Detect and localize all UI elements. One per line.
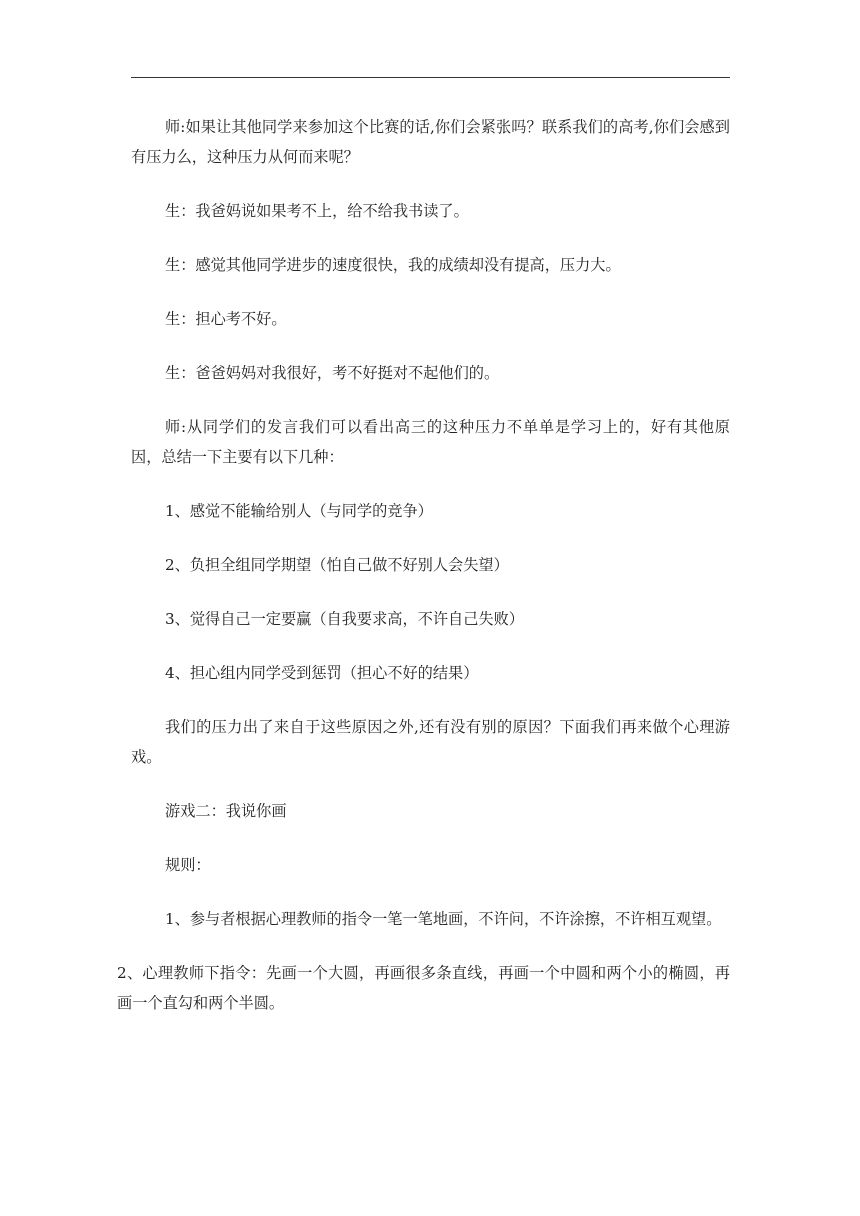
list-item-reason-4: 4、担心组内同学受到惩罚（担心不好的结果）: [165, 664, 479, 682]
rules-heading: 规则：: [165, 856, 211, 874]
paragraph-teacher-question: 师:如果让其他同学来参加这个比赛的话,你们会紧张吗？联系我们的高考,你们会感到有压力么，这种压力从何而来呢？: [131, 118, 730, 166]
paragraph-teacher-summary: 师:从同学们的发言我们可以看出高三的这种压力不单单是学习上的，好有其他原因，总结一下主要有以下几种：: [131, 418, 730, 466]
paragraph-student-answer-4: 生：爸爸妈妈对我很好，考不好挺对不起他们的。: [165, 364, 500, 382]
paragraph-student-answer-3: 生：担心考不好。: [165, 310, 287, 328]
rule-item-2: 2、心理教师下指令：先画一个大圆，再画很多条直线，再画一个中圆和两个小的椭圆，再画一个直勾和两个半圆。: [117, 964, 730, 1012]
header-rule: [131, 77, 730, 78]
paragraph-transition: 我们的压力出了来自于这些原因之外,还有没有别的原因？下面我们再来做个心理游戏。: [131, 718, 730, 766]
list-item-reason-1: 1、感觉不能输给别人（与同学的竞争）: [165, 502, 433, 520]
rule-item-1: 1、参与者根据心理教师的指令一笔一笔地画，不许问，不许涂擦，不许相互观望。: [165, 910, 722, 928]
paragraph-student-answer-1: 生：我爸妈说如果考不上，给不给我书读了。: [165, 202, 469, 220]
game-two-title: 游戏二：我说你画: [165, 802, 287, 820]
paragraph-student-answer-2: 生：感觉其他同学进步的速度很快，我的成绩却没有提高，压力大。: [165, 256, 621, 274]
document-body: [117, 112, 730, 1042]
list-item-reason-2: 2、负担全组同学期望（怕自己做不好别人会失望）: [165, 556, 509, 574]
list-item-reason-3: 3、觉得自己一定要赢（自我要求高，不许自己失败）: [165, 610, 524, 628]
